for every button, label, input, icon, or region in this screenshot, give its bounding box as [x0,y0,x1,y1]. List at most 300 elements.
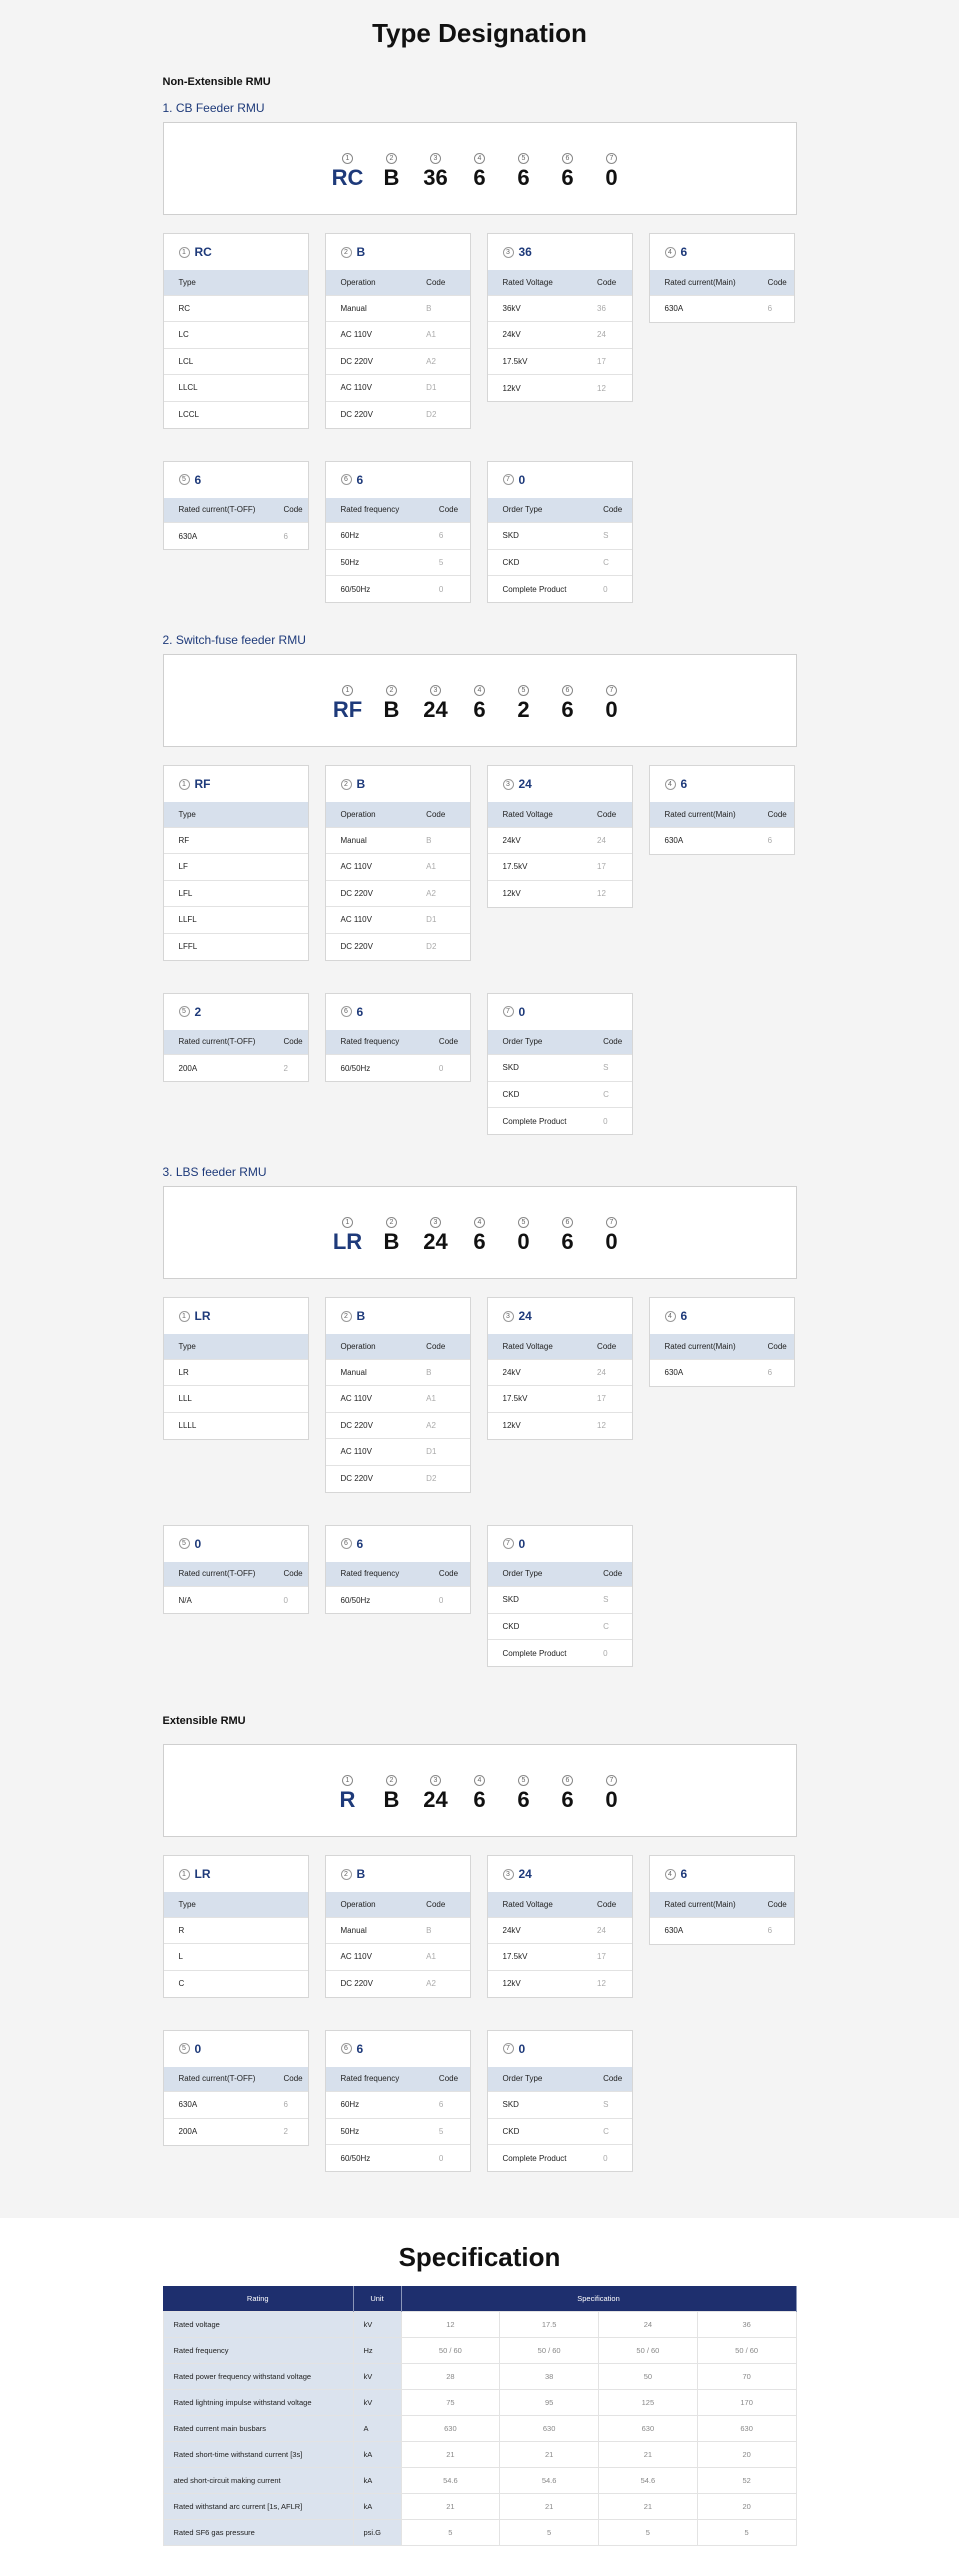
option-row [164,375,308,402]
option-column-header: Operation [326,802,412,827]
code-value: 6 [473,697,486,722]
card-position-number: 3 [503,1311,514,1322]
option-column-header: Code [588,1562,631,1587]
spec-value: 50 / 60 [599,2337,698,2363]
spec-value: 50 [599,2363,698,2389]
option-card-header [488,2031,632,2067]
option-row [164,2092,308,2119]
spec-header-row [163,2286,796,2311]
option-label: LCCL [164,401,308,428]
option-card [325,233,471,429]
spec-value: 5 [500,2519,599,2545]
option-code: 24 [582,1917,631,1944]
type-code-item [458,1211,502,1255]
option-table [326,1030,470,1082]
option-card [163,765,309,961]
option-label: AC 110V [326,854,412,881]
option-card-header [326,1526,470,1562]
code-position-number: 2 [386,1775,397,1786]
option-code: D2 [411,1465,469,1492]
option-card [325,1525,471,1615]
spec-row [163,2493,796,2519]
option-row [326,401,470,428]
option-label: LFFL [164,933,308,960]
spec-rating: Rated frequency [163,2337,353,2363]
spec-value: 12 [401,2311,500,2337]
option-code: 12 [582,880,631,907]
option-card-header [650,1298,794,1334]
code-value: 6 [517,165,530,190]
type-code-item [326,1211,370,1255]
spec-row [163,2467,796,2493]
option-code: 24 [582,322,631,349]
code-value: 0 [605,165,618,190]
specification-table [163,2286,797,2546]
option-code: 6 [753,1917,794,1944]
option-row [488,1081,632,1108]
option-column-header: Order Type [488,1562,589,1587]
option-code: 6 [753,827,794,854]
option-label: 60/50Hz [326,1055,424,1082]
option-card [487,1855,633,1998]
option-card [325,993,471,1083]
option-label: LR [164,1359,308,1386]
spec-value: 21 [599,2441,698,2467]
card-code-value: B [356,1867,366,1881]
option-code: C [588,1613,631,1640]
option-column-header: Code [588,1030,631,1055]
spec-value: 21 [599,2493,698,2519]
option-code: 0 [269,1587,308,1614]
option-code: 5 [424,2118,470,2145]
option-card [487,233,633,402]
section [163,633,797,1135]
code-position-number: 3 [430,1775,441,1786]
option-row [326,2118,470,2145]
option-cards-row [163,2030,797,2173]
option-label: DC 220V [326,401,412,428]
option-table [326,1334,470,1492]
option-column-header: Order Type [488,498,589,523]
option-label: LLCL [164,375,308,402]
spec-row [163,2519,796,2545]
spec-unit: kA [353,2441,401,2467]
option-table [164,1030,308,1082]
option-row [164,1412,308,1439]
option-row [650,827,794,854]
option-table [326,1892,470,1997]
option-row [488,295,632,322]
option-code: 6 [424,2092,470,2119]
type-code-item [458,1769,502,1813]
card-code-value: 24 [518,1867,532,1881]
option-code: A1 [411,322,469,349]
spec-unit: kA [353,2493,401,2519]
option-column-header: Code [411,1892,469,1917]
option-card-header [164,766,308,802]
option-code: D1 [411,907,469,934]
option-column-header: Code [411,1334,469,1359]
option-table-header [164,1562,308,1587]
option-label: SKD [488,1055,589,1082]
type-code-item [326,679,370,723]
code-value: 36 [423,165,448,190]
option-label: DC 220V [326,1465,412,1492]
card-position-number: 6 [341,1006,352,1017]
option-row [488,1613,632,1640]
option-cards-row [163,1525,797,1668]
option-table [650,1892,794,1944]
option-table-header [488,1562,632,1587]
option-column-header: Rated Voltage [488,802,583,827]
option-table [326,2067,470,2172]
type-code-item [414,1769,458,1813]
option-row [164,1944,308,1971]
option-code: 0 [588,2145,631,2172]
code-position-number: 6 [562,1217,573,1228]
option-card-header [488,462,632,498]
code-position-number: 5 [518,153,529,164]
option-column-header: Code [424,2067,470,2092]
option-table-header [488,498,632,523]
spec-value: 630 [697,2415,796,2441]
option-label: RC [164,295,308,322]
option-label: 630A [650,1359,753,1386]
spec-row [163,2311,796,2337]
code-value: 24 [423,697,448,722]
type-code-box [163,1186,797,1279]
type-code-box [163,654,797,747]
option-card [163,233,309,429]
option-label: 60/50Hz [326,576,424,603]
option-label: CKD [488,2118,589,2145]
card-code-value: B [356,777,366,791]
option-code: D1 [411,375,469,402]
option-row [164,1055,308,1082]
card-code-value: 6 [194,472,202,487]
spec-unit: kV [353,2363,401,2389]
option-row [326,1439,470,1466]
type-code-item [590,147,634,191]
card-code-value: 0 [518,472,526,487]
option-row [164,1587,308,1614]
option-code: 17 [582,1944,631,1971]
spec-unit: Hz [353,2337,401,2363]
option-table-header [326,498,470,523]
option-card-header [650,766,794,802]
spec-row [163,2363,796,2389]
option-table [164,1562,308,1614]
card-code-value: RC [194,245,212,259]
option-column-header: Rated current(T-OFF) [164,2067,269,2092]
option-code: 0 [588,1108,631,1135]
type-code-item [458,679,502,723]
option-card-header [326,462,470,498]
option-row [488,1055,632,1082]
option-row [164,907,308,934]
card-position-number: 6 [341,1538,352,1549]
option-label: 630A [164,523,269,550]
option-column-header: Code [424,498,470,523]
option-label: Manual [326,1359,412,1386]
option-label: 60Hz [326,523,424,550]
option-column-header: Code [588,498,631,523]
option-row [326,295,470,322]
card-position-number: 6 [341,474,352,485]
option-card [163,461,309,551]
spec-row [163,2415,796,2441]
option-table-header [164,1334,308,1359]
option-code: 0 [424,1587,470,1614]
option-card [325,1297,471,1493]
option-label: CKD [488,549,589,576]
option-code: 2 [269,1055,308,1082]
option-row [326,854,470,881]
spec-unit: A [353,2415,401,2441]
option-row [164,1386,308,1413]
code-position-number: 2 [386,153,397,164]
option-label: SKD [488,1587,589,1614]
option-table [164,1334,308,1439]
option-row [164,322,308,349]
type-code-item [326,1769,370,1813]
option-label: 12kV [488,880,583,907]
option-column-header: Code [424,1562,470,1587]
option-column-header: Code [582,802,631,827]
spec-value: 630 [401,2415,500,2441]
section [163,1165,797,1667]
code-value: B [383,1229,400,1254]
option-table [488,2067,632,2172]
option-row [488,2092,632,2119]
option-row [488,549,632,576]
option-label: SKD [488,2092,589,2119]
spec-value: 54.6 [500,2467,599,2493]
option-column-header: Rated current(T-OFF) [164,1562,269,1587]
option-cards-row [163,1855,797,1998]
option-column-header: Rated current(Main) [650,802,753,827]
option-label: AC 110V [326,907,412,934]
spec-value: 28 [401,2363,500,2389]
card-position-number: 7 [503,2043,514,2054]
option-row [488,576,632,603]
option-column-header: Code [269,498,308,523]
code-position-number: 3 [430,153,441,164]
option-label: 24kV [488,1917,583,1944]
option-table [650,1334,794,1386]
option-table-header [326,2067,470,2092]
spec-value: 50 / 60 [697,2337,796,2363]
type-code-item [546,679,590,723]
option-column-header: Code [582,1334,631,1359]
option-row [488,322,632,349]
spec-value: 20 [697,2441,796,2467]
option-column-header: Rated current(Main) [650,270,753,295]
spec-unit: psi.G [353,2519,401,2545]
option-label: 60/50Hz [326,2145,424,2172]
spec-row [163,2441,796,2467]
spec-rating: Rated current main busbars [163,2415,353,2441]
card-code-value: 6 [680,777,688,791]
option-row [164,523,308,550]
option-card-header [488,1298,632,1334]
card-code-value: LR [194,1867,211,1881]
type-code-item [502,1769,546,1813]
card-position-number: 5 [179,1538,190,1549]
code-position-number: 7 [606,1775,617,1786]
option-card [325,1855,471,1998]
type-code-item [326,147,370,191]
option-row [164,1970,308,1997]
group [163,76,797,1667]
option-column-header: Rated frequency [326,1562,424,1587]
option-row [488,1640,632,1667]
option-code: S [588,1055,631,1082]
card-code-value: RF [194,777,211,791]
spec-value: 5 [697,2519,796,2545]
option-table-header [326,270,470,295]
type-code-item [590,679,634,723]
option-row [488,827,632,854]
option-column-header: Rated Voltage [488,1334,583,1359]
option-card [649,765,795,855]
option-card [163,1297,309,1440]
option-row [488,1944,632,1971]
spec-value: 170 [697,2389,796,2415]
option-table-header [488,1030,632,1055]
option-table-header [164,2067,308,2092]
option-label: LF [164,854,308,881]
option-code: C [588,549,631,576]
option-label: 12kV [488,375,583,402]
option-table [164,1892,308,1997]
spec-rating: Rated voltage [163,2311,353,2337]
spec-value: 21 [401,2441,500,2467]
card-position-number: 1 [179,1311,190,1322]
option-table [326,1562,470,1614]
type-code-item [414,147,458,191]
card-code-value: 0 [518,2041,526,2056]
option-card-header [326,1856,470,1892]
type-code-item [546,1211,590,1255]
code-value: 2 [517,697,530,722]
code-value: 0 [605,1229,618,1254]
spec-value: 24 [599,2311,698,2337]
card-position-number: 4 [665,1311,676,1322]
option-table [164,270,308,428]
type-code-item [502,1211,546,1255]
option-code: 24 [582,1359,631,1386]
option-code: D1 [411,1439,469,1466]
option-table-header [650,1334,794,1359]
spec-header-unit: Unit [353,2286,401,2311]
option-code: 12 [582,1970,631,1997]
option-row [488,1587,632,1614]
option-row [164,295,308,322]
option-label: LLL [164,1386,308,1413]
type-code-item [414,1211,458,1255]
option-label: DC 220V [326,1970,412,1997]
option-label: 630A [650,295,753,322]
code-value: B [383,165,400,190]
option-label: DC 220V [326,933,412,960]
option-row [326,1970,470,1997]
groups [163,76,797,2172]
code-position-number: 3 [430,1217,441,1228]
option-row [164,2118,308,2145]
option-label: AC 110V [326,322,412,349]
option-code: 6 [269,2092,308,2119]
spec-row [163,2337,796,2363]
type-code-item [502,147,546,191]
type-code-item [370,1211,414,1255]
option-cards-row [163,765,797,961]
code-value: R [339,1787,356,1812]
code-position-number: 6 [562,1775,573,1786]
card-position-number: 4 [665,1869,676,1880]
option-column-header: Order Type [488,1030,589,1055]
option-card [487,765,633,908]
code-position-number: 5 [518,685,529,696]
option-table-header [488,2067,632,2092]
option-code: B [411,295,469,322]
card-position-number: 2 [341,247,352,258]
option-code: S [588,523,631,550]
option-table-header [488,802,632,827]
group-title: Non-Extensible RMU [162,76,271,88]
option-column-header: Code [582,1892,631,1917]
code-position-number: 1 [342,1217,353,1228]
code-value: 24 [423,1229,448,1254]
option-column-header: Code [588,2067,631,2092]
option-row [488,1970,632,1997]
option-label: 200A [164,2118,269,2145]
code-value: 6 [561,1229,574,1254]
option-card [649,1297,795,1387]
option-row [326,322,470,349]
type-code-item [546,1769,590,1813]
option-code: 6 [753,1359,794,1386]
option-table [326,802,470,960]
option-label: AC 110V [326,375,412,402]
option-column-header: Rated current(Main) [650,1334,753,1359]
card-code-value: 2 [194,1004,202,1019]
card-position-number: 4 [665,247,676,258]
card-position-number: 7 [503,1006,514,1017]
option-row [488,854,632,881]
option-card-header [164,462,308,498]
type-code-item [590,1211,634,1255]
card-position-number: 3 [503,247,514,258]
spec-unit: kV [353,2389,401,2415]
option-card [163,1525,309,1615]
option-label: CKD [488,1613,589,1640]
spec-body [163,2311,796,2545]
option-code: 6 [424,523,470,550]
option-code: 12 [582,375,631,402]
option-row [326,576,470,603]
option-code: 17 [582,854,631,881]
option-table [488,1334,632,1439]
card-position-number: 5 [179,474,190,485]
option-card-header [488,234,632,270]
option-label: 200A [164,1055,269,1082]
option-row [488,1359,632,1386]
option-column-header: Code [424,1030,470,1055]
option-label: LC [164,322,308,349]
option-label: LFL [164,880,308,907]
option-column-header: Rated current(T-OFF) [164,1030,269,1055]
